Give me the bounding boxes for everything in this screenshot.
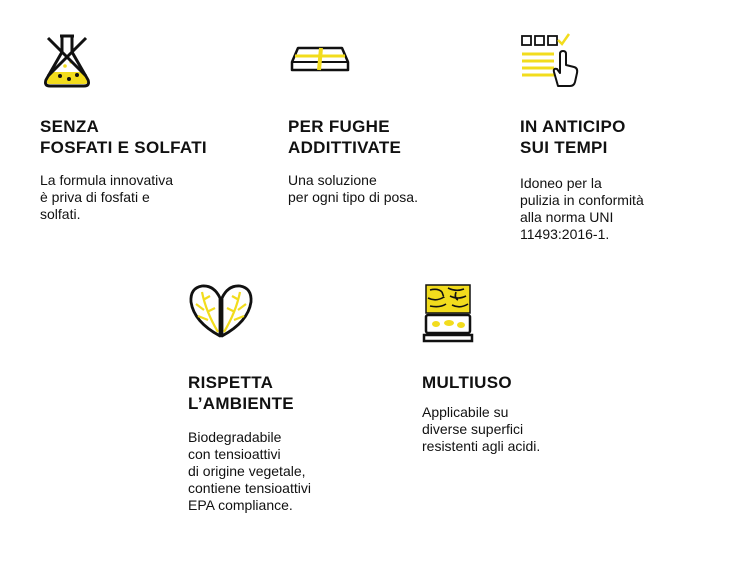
feature-description: Applicabile su diverse superfici resistenti agli acidi.	[422, 404, 541, 454]
feature-title: IN ANTICIPO SUI TEMPI	[520, 117, 626, 157]
feature-title: PER FUGHE ADDITTIVATE	[288, 117, 402, 157]
leaf-heart-icon	[188, 282, 254, 340]
stone-surface-icon	[422, 282, 474, 344]
feature-description: La formula innovativa è priva di fosfati e solfati.	[40, 172, 174, 222]
feature-ahead-of-time	[520, 32, 644, 242]
feature-grout	[288, 32, 418, 205]
tiles-grout-icon	[288, 32, 352, 90]
feature-title: MULTIUSO	[422, 373, 512, 392]
feature-title: SENZA FOSFATI E SOLFATI	[40, 117, 207, 157]
feature-multiuse	[422, 282, 541, 454]
feature-description: Una soluzione per ogni tipo di posa.	[288, 172, 418, 205]
checklist-hand-icon	[520, 32, 580, 90]
feature-environment	[188, 282, 311, 513]
feature-description: Idoneo per la pulizia in conformità alla norma UNI 11493:2016-1.	[520, 175, 644, 242]
feature-description: Biodegradabile con tensioattivi di origine vegetale, contiene tensioattivi EPA compliance.	[188, 429, 311, 513]
flask-crossed-icon	[40, 32, 94, 90]
feature-no-phosphates	[40, 32, 207, 222]
feature-title: RISPETTA L’AMBIENTE	[188, 373, 294, 413]
